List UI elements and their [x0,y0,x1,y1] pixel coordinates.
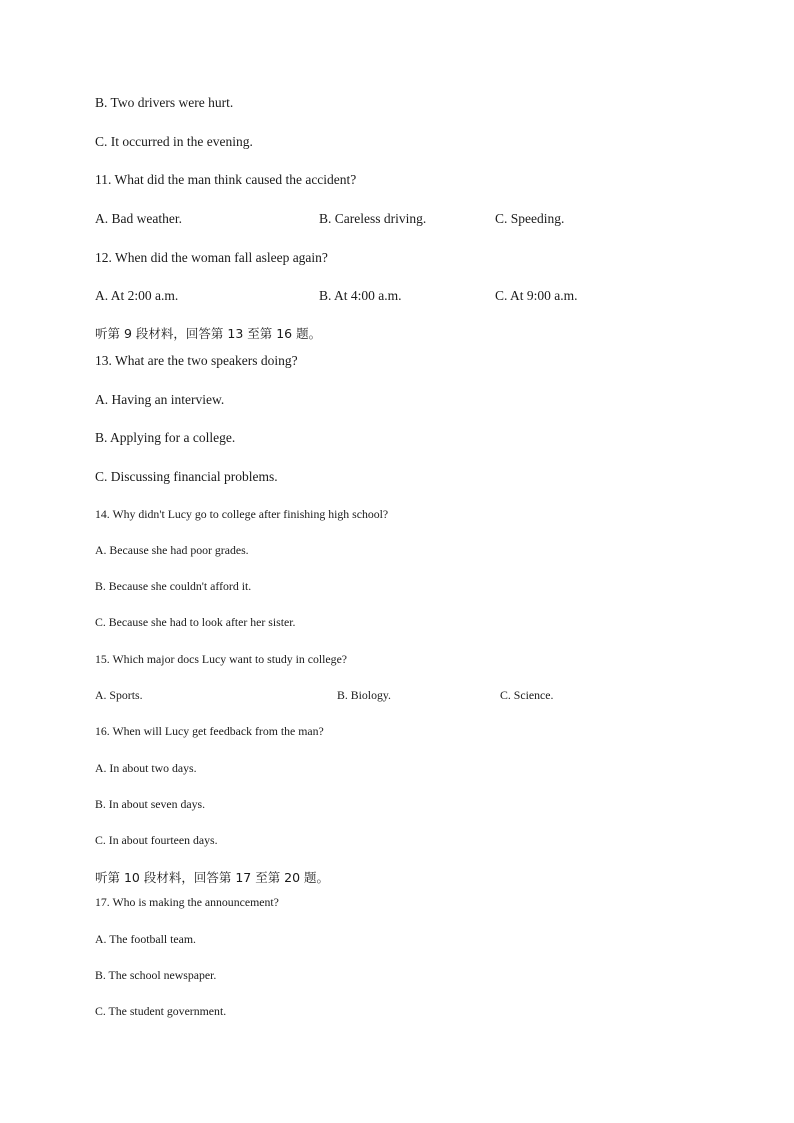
q13-option-a: A. Having an interview. [95,392,225,407]
q12-option-b: B. At 4:00 a.m. [319,288,402,303]
q11-option-a: A. Bad weather. [95,211,182,226]
q16-option-c: C. In about fourteen days. [95,833,218,847]
q10-option-c: C. It occurred in the evening. [95,134,253,149]
q11-option-c: C. Speeding. [495,211,565,226]
q12-option-c: C. At 9:00 a.m. [495,288,578,303]
q10-option-b: B. Two drivers were hurt. [95,95,234,110]
q15-option-c: C. Science. [500,688,554,702]
q14-option-b: B. Because she couldn't afford it. [95,579,252,593]
q14-question: 14. Why didn't Lucy go to college after finishing high school? [95,507,389,521]
q15-option-a: A. Sports. [95,688,143,702]
q15-question: 15. Which major docs Lucy want to study in college? [95,652,348,666]
q13-question: 13. What are the two speakers doing? [95,353,298,368]
q17-option-b: B. The school newspaper. [95,968,217,982]
q17-option-a: A. The football team. [95,932,197,946]
q17-option-c: C. The student government. [95,1004,227,1018]
q13-option-b: B. Applying for a college. [95,430,236,445]
section-9-instruction: 听第 9 段材料，回答第 13 至第 16 题。 [95,326,322,341]
section-10-instruction: 听第 10 段材料，回答第 17 至第 20 题。 [95,870,330,885]
q13-option-c: C. Discussing financial problems. [95,469,278,484]
q12-option-a: A. At 2:00 a.m. [95,288,179,303]
q14-option-c: C. Because she had to look after her sister. [95,615,296,629]
q17-question: 17. Who is making the announcement? [95,895,279,909]
q16-option-b: B. In about seven days. [95,797,206,811]
q16-option-a: A. In about two days. [95,761,197,775]
q11-option-b: B. Careless driving. [319,211,427,226]
q14-option-a: A. Because she had poor grades. [95,543,249,557]
q15-option-b: B. Biology. [337,688,391,702]
q16-question: 16. When will Lucy get feedback from the man? [95,724,324,738]
q11-question: 11. What did the man think caused the accident? [95,172,357,187]
q12-question: 12. When did the woman fall asleep again? [95,250,328,265]
